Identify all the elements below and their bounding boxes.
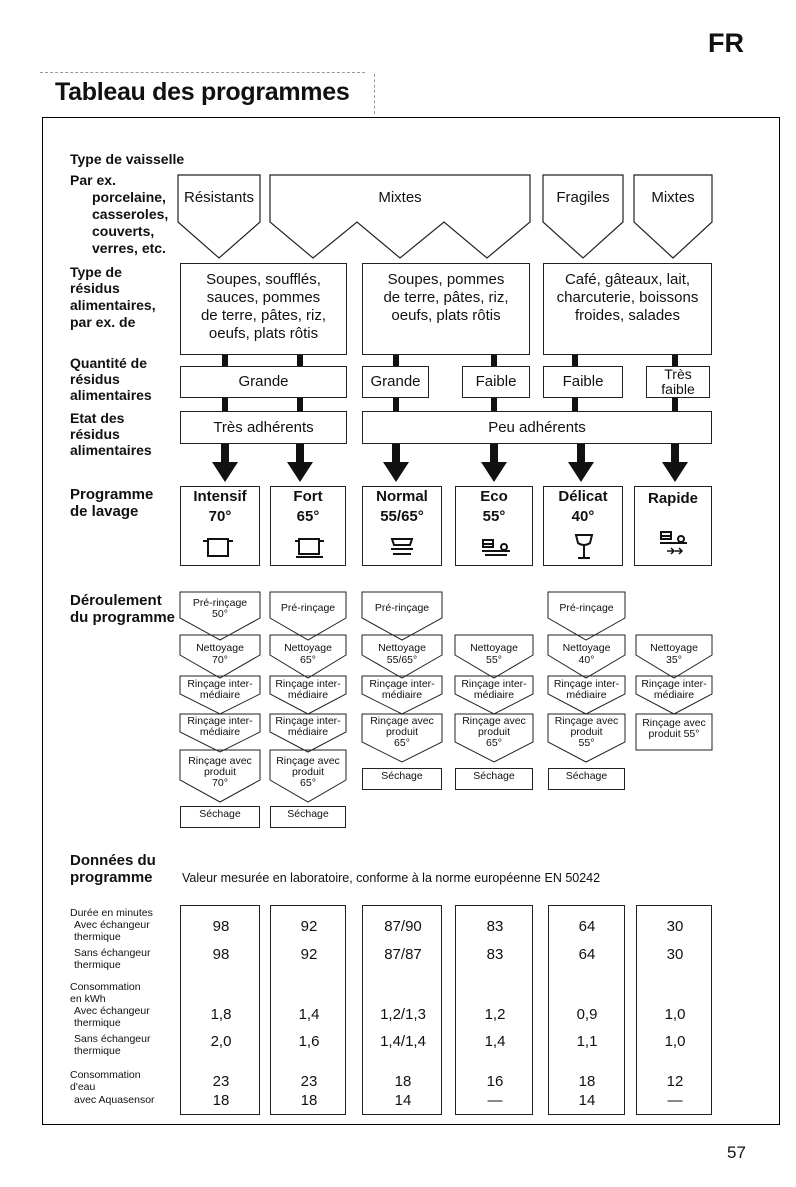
type-residus-label: Type de (70, 264, 122, 280)
data-value: 18 (394, 1073, 412, 1090)
etat-label: résidus (70, 426, 120, 442)
data-value: 83 (486, 946, 504, 963)
step-text: produit (203, 766, 237, 778)
deroulement-label: du programme (70, 609, 176, 626)
data-value: 1,2 (484, 1006, 506, 1023)
step-text: Rinçage inter- (369, 678, 435, 690)
page-number: 57 (727, 1143, 746, 1162)
residus-text: de terre, pâtes, riz, (383, 289, 509, 306)
vaisselle-item: couverts, (92, 223, 155, 239)
quantite-label: alimentaires (70, 387, 152, 403)
row-label: thermique (74, 1017, 121, 1029)
data-value: 83 (486, 918, 504, 935)
program-temp: 70° (208, 508, 232, 525)
step-text: Nettoyage (378, 642, 426, 654)
etat-text: Peu adhérents (488, 419, 586, 436)
residus-text: charcuterie, boissons (556, 289, 699, 306)
step-text: Pré-rinçage (192, 597, 248, 609)
etat-peu-adherents-box (362, 411, 712, 444)
step-text: Nettoyage (650, 642, 698, 654)
donnees-note: Valeur mesurée en laboratoire, conforme à la norme européenne EN 50242 (182, 871, 601, 885)
residus-box-1 (180, 263, 347, 355)
quantite-grande-box (180, 366, 347, 398)
quantite-text: Grande (238, 373, 289, 390)
step-text: Rinçage inter- (461, 678, 527, 690)
data-column-eco (455, 905, 533, 1115)
pot-icon (201, 535, 237, 559)
connector-bar (297, 355, 303, 366)
type-residus-label: par ex. de (70, 314, 136, 330)
residus-box-2 (362, 263, 530, 355)
row-label: Avec échangeur (74, 919, 150, 931)
row-label: en kWh (70, 993, 106, 1005)
program-delicat (543, 486, 623, 566)
program-temp: 40° (571, 508, 595, 525)
step-text: 65° (486, 737, 502, 749)
group-mixtes-2: Mixtes (651, 189, 695, 206)
quantite-text: Grande (370, 373, 421, 390)
dishware-group-shapes (0, 0, 796, 260)
connector-bar (572, 398, 578, 411)
connector-bar (672, 398, 678, 411)
step-text: produit (291, 766, 325, 778)
step-text: Nettoyage (284, 642, 332, 654)
step-text: 40° (578, 654, 595, 666)
row-label: d'eau (70, 1081, 96, 1093)
group-fragiles: Fragiles (556, 189, 610, 206)
program-fort (270, 486, 346, 566)
step-text: médiaire (566, 689, 607, 701)
step-text: médiaire (381, 689, 423, 701)
step-sechage: Séchage (455, 768, 533, 790)
connector-bar (672, 355, 678, 366)
program-name: Délicat (558, 488, 608, 505)
step-text: médiaire (287, 689, 329, 701)
vaisselle-item: casseroles, (92, 206, 169, 222)
deroulement-label: Déroulement (70, 592, 162, 609)
cup-plate-icon (480, 537, 512, 559)
step-text: Rinçage avec (370, 715, 434, 727)
residus-box-3 (543, 263, 712, 355)
step-text: 70° (212, 777, 228, 789)
data-value: 2,0 (210, 1033, 232, 1050)
program-name: Normal (376, 488, 428, 505)
step-chevrons (0, 590, 796, 830)
connector-bar (491, 398, 497, 411)
donnees-label: Données du (70, 852, 156, 869)
step-text: Pré-rinçage (559, 602, 614, 614)
programme-label: Programme (70, 486, 154, 503)
data-value: 23 (212, 1073, 230, 1090)
step-text: Pré-rinçage (374, 602, 430, 614)
row-label: Consommation (70, 981, 141, 993)
program-temp: 55° (482, 508, 506, 525)
data-value: 1,4/1,4 (380, 1033, 426, 1050)
step-text: 55° (486, 654, 502, 666)
etat-label: Etat des (70, 410, 125, 426)
step-sechage: Séchage (270, 806, 346, 828)
programme-label: de lavage (70, 503, 139, 520)
step-text: Rinçage avec (188, 755, 252, 767)
data-value: 1,0 (664, 1006, 686, 1023)
connector-bar (572, 355, 578, 366)
program-temp: 55/65° (380, 508, 424, 525)
step-text: Pré-rinçage (280, 602, 336, 614)
data-value: 18 (578, 1073, 596, 1090)
quantite-text: Très (664, 366, 692, 382)
row-label: thermique (74, 931, 121, 943)
group-mixtes: Mixtes (378, 189, 422, 206)
step-text: 35° (666, 654, 682, 666)
data-column-rapide (636, 905, 712, 1115)
residus-text: Café, gâteaux, lait, (564, 271, 691, 288)
step-text: Rinçage inter- (187, 678, 253, 690)
step-text: médiaire (199, 689, 241, 701)
quantite-tres-faible-box (646, 366, 710, 398)
program-eco (455, 486, 533, 566)
row-label: Sans échangeur (74, 1033, 151, 1045)
step-text: 70° (212, 654, 228, 666)
type-vaisselle-label: Type de vaisselle (70, 151, 185, 167)
quick-icon (657, 529, 691, 557)
group-resistants: Résistants (183, 189, 255, 206)
step-sechage: Séchage (362, 768, 442, 790)
data-value: 92 (300, 946, 318, 963)
data-value: 87/90 (384, 918, 422, 935)
row-label: Consommation (70, 1069, 141, 1081)
data-value: 1,0 (664, 1033, 686, 1050)
plates-icon (388, 535, 418, 559)
residus-text: de terre, pâtes, riz, (200, 307, 327, 324)
data-value: 98 (212, 918, 230, 935)
step-text: 55° (578, 737, 595, 749)
type-residus-label: alimentaires, (70, 297, 156, 313)
step-text: 50° (212, 608, 228, 620)
data-value: 30 (666, 946, 684, 963)
data-value: 1,6 (298, 1033, 320, 1050)
residus-text: Soupes, pommes (387, 271, 505, 288)
data-value: 87/87 (384, 946, 422, 963)
data-value: 1,8 (210, 1006, 232, 1023)
step-text: produit 55° (648, 728, 700, 740)
data-value: 1,4 (298, 1006, 320, 1023)
step-text: Rinçage inter- (641, 678, 707, 690)
etat-text: Très adhérents (213, 419, 314, 436)
data-value: — (487, 1092, 503, 1109)
connector-bar (222, 398, 228, 411)
donnees-label: programme (70, 869, 153, 886)
arrows-row (0, 444, 796, 486)
connector-bar (393, 355, 399, 366)
program-temp: 65° (296, 508, 320, 525)
step-text: Rinçage avec (642, 717, 706, 729)
program-intensif (180, 486, 260, 566)
step-text: 55/65° (386, 654, 418, 666)
data-value: 1,2/1,3 (380, 1006, 426, 1023)
quantite-grande-box-2 (362, 366, 429, 398)
quantite-faible-box-2 (543, 366, 623, 398)
step-text: Rinçage avec (554, 715, 619, 727)
language-code: FR (708, 28, 744, 58)
data-value: 30 (666, 918, 684, 935)
step-text: Rinçage avec (276, 755, 340, 767)
step-text: Rinçage avec (462, 715, 526, 727)
step-text: produit (385, 726, 419, 738)
data-value: 12 (666, 1073, 684, 1090)
data-column-fort (270, 905, 346, 1115)
step-text: Nettoyage (196, 642, 244, 654)
data-value: 98 (212, 946, 230, 963)
step-text: Nettoyage (562, 642, 611, 654)
step-text: Nettoyage (470, 642, 518, 654)
quantite-faible-box (462, 366, 530, 398)
step-sechage: Séchage (180, 806, 260, 828)
residus-text: oeufs, plats rôtis (208, 325, 319, 342)
program-name: Eco (480, 488, 508, 505)
program-normal (362, 486, 442, 566)
quantite-text: Faible (475, 373, 517, 390)
step-sechage: Séchage (548, 768, 625, 790)
type-residus-label: résidus (70, 280, 120, 296)
connector-bar (297, 398, 303, 411)
par-ex-label: Par ex. (70, 172, 116, 188)
program-name: Rapide (647, 490, 698, 507)
data-value: 23 (300, 1073, 318, 1090)
residus-text: Soupes, soufflés, (206, 271, 321, 288)
quantite-label: Quantité de (70, 355, 148, 371)
data-value: 1,1 (576, 1033, 598, 1050)
step-text: Rinçage inter- (187, 715, 253, 727)
etat-label: alimentaires (70, 442, 152, 458)
connector-bar (222, 355, 228, 366)
step-text: Rinçage inter- (275, 678, 341, 690)
vaisselle-item: porcelaine, (92, 189, 166, 205)
step-text: Rinçage inter- (275, 715, 341, 727)
row-label: Sans échangeur (74, 947, 151, 959)
step-text: 65° (300, 777, 316, 789)
step-text: médiaire (199, 726, 241, 738)
data-value: — (667, 1092, 683, 1109)
quantite-text: faible (661, 381, 695, 397)
step-text: Rinçage inter- (553, 678, 620, 690)
row-label: Durée en minutes (70, 907, 153, 919)
program-rapide (634, 486, 712, 566)
step-text: 65° (394, 737, 410, 749)
data-value: 64 (578, 918, 596, 935)
data-value: 1,4 (484, 1033, 506, 1050)
connector-bar (491, 355, 497, 366)
pan-icon (293, 535, 327, 561)
step-text: médiaire (653, 689, 695, 701)
quantite-text: Faible (562, 373, 604, 390)
data-value: 0,9 (576, 1006, 598, 1023)
row-label: avec Aquasensor (74, 1094, 155, 1106)
residus-text: froides, salades (574, 307, 681, 324)
data-value: 14 (578, 1092, 596, 1109)
row-label: thermique (74, 959, 121, 971)
page-title: Tableau des programmes (55, 78, 350, 106)
data-value: 16 (486, 1073, 504, 1090)
program-name: Intensif (193, 488, 247, 505)
data-value: 14 (394, 1092, 412, 1109)
program-name: Fort (293, 488, 323, 505)
quantite-label: résidus (70, 371, 120, 387)
row-label: thermique (74, 1045, 121, 1057)
data-value: 64 (578, 946, 596, 963)
residus-text: oeufs, plats rôtis (391, 307, 501, 324)
step-text: produit (570, 726, 603, 738)
data-value: 92 (300, 918, 318, 935)
step-text: produit (477, 726, 511, 738)
connector-bar (393, 398, 399, 411)
data-column-normal (362, 905, 442, 1115)
data-column-delicat (548, 905, 625, 1115)
row-label: Avec échangeur (74, 1005, 150, 1017)
vaisselle-item: verres, etc. (92, 240, 166, 256)
residus-text: sauces, pommes (206, 289, 321, 306)
wine-glass-icon (572, 532, 596, 562)
etat-tres-adherents-box (180, 411, 347, 444)
step-text: 65° (300, 654, 316, 666)
step-text: médiaire (287, 726, 329, 738)
data-value: 18 (212, 1092, 230, 1109)
data-value: 18 (300, 1092, 318, 1109)
data-column-intensif (180, 905, 260, 1115)
step-text: médiaire (473, 689, 515, 701)
